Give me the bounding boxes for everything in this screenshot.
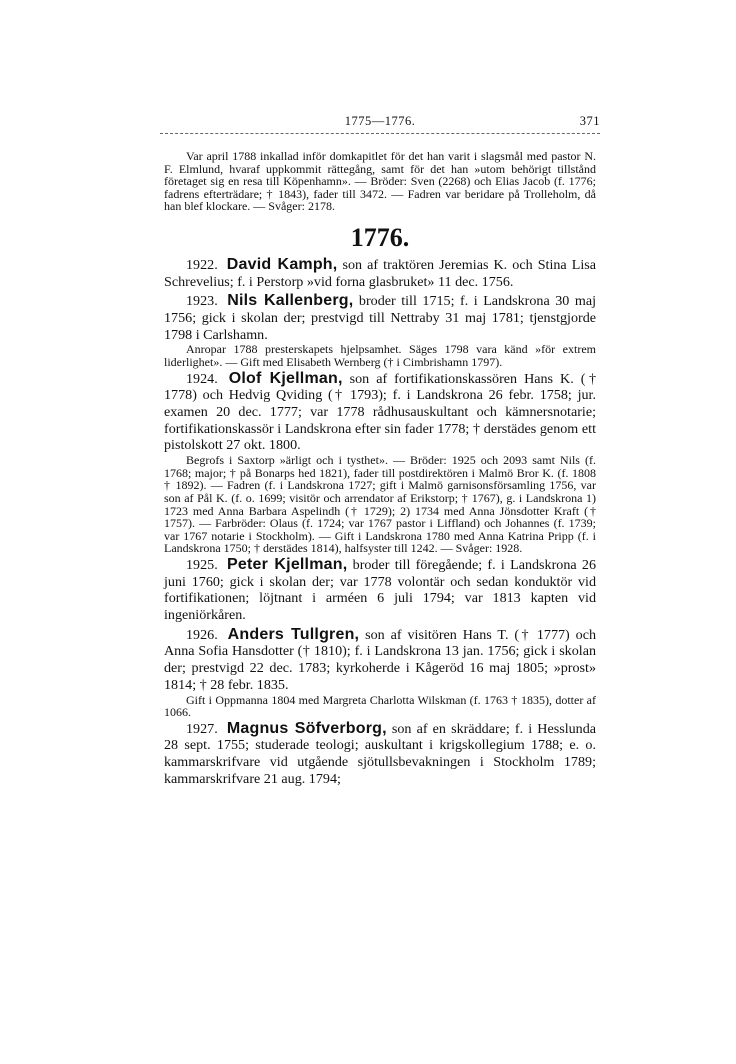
year-heading: 1776. <box>350 222 410 252</box>
entry-1923 <box>164 293 596 343</box>
entry-note: Gift i Oppmanna 1804 med Margreta Charlotta Wilskman (f. 1763 † 1835), dotter af 1066. <box>164 692 596 720</box>
entry-text: broder till föregående; f. i Landskrona 26 juni 1760; gick i skolan der; var 1778 volontär och sedan konduktör vid fortifikationen; löjtnant i arméen 6 juli 1794; var 1813 kapten vid ingeniörkåren. <box>164 556 596 624</box>
entry-1924 <box>164 371 596 455</box>
entry-name: Magnus Söfverborg, <box>226 719 387 737</box>
running-header <box>160 114 600 130</box>
entry-number: 1923. <box>186 293 218 310</box>
entry-name: Peter Kjellman, <box>227 555 348 573</box>
entry-number: 1924. <box>186 370 218 387</box>
entry-text: son af fortifikationskassören Hans K. († 1778) och Hedvig Qviding († 1793); f. i Landskrona 26 febr. 1758; jur. examen 20 dec. 1777; var 1778 rådhusauskultant och kämnersnotarie; fortifikationskassör i Landskrona efter sin fader 1778; † derstädes genom ett pistolskott 27 okt. 1800. <box>164 370 596 454</box>
entry-note: Anropar 1788 presterskapets hjelpsamhet. Säges 1798 vara känd »för extrem liderlighet». — Gift med Elisabeth Wernberg († i Cimbrishamn 1797). <box>164 342 596 370</box>
entry-name: David Kamph, <box>226 255 338 273</box>
entry-number: 1927. <box>186 720 218 737</box>
entry-1922 <box>164 257 596 290</box>
entry-text: broder till 1715; f. i Landskrona 30 maj 1756; gick i skolan der; prestvigd till Nettraby 31 maj 1781; tjenstgjorde 1798 i Carlshamn. <box>164 293 597 343</box>
entry-name: Anders Tullgren, <box>227 625 360 643</box>
entry-1927 <box>164 721 596 788</box>
header-rule <box>160 133 600 134</box>
entry-text: son af traktören Jeremias K. och Stina Lisa Schrevelius; f. i Perstorp »vid forna glasbruket» 11 dec. 1756. <box>164 256 596 290</box>
entry-name: Nils Kallenberg, <box>227 292 354 310</box>
entry-1925 <box>164 557 596 624</box>
page-number: 371 <box>579 114 600 128</box>
intro-note: Var april 1788 inkallad inför domkapitlet för det han varit i slagsmål med pastor N. F. Elmlund, hvaraf uppkommit rättegång, samt för det han »utom behörigt tillstånd företaget sig en resa till Köpenhamn». — Bröder: Sven (2268) och Elias Jacob (f. 1776; fadrens efterträdare; † 1843), fader till 3472. — Fadren var beridare på Trolleholm, då han blef klockare. — Svåger: 2178. <box>164 149 596 214</box>
page-body <box>164 150 596 788</box>
entry-text: son af en skräddare; f. i Hesslunda 28 sept. 1755; studerade teologi; auskultant i krigskollegium 1788; e. o. kammarskrifvare vid utgående sjötullsbevakningen i Stockholm 1789; kammarskrifvare 21 aug. 1794; <box>164 720 597 787</box>
entry-text: son af visitören Hans T. († 1777) och Anna Sofia Hansdotter († 1810); f. i Landskrona 13 jan. 1756; gick i skolan der; prestvigd 22 dec. 1783; kyrkoherde i Kågeröd 16 maj 1805; »prost» 1814; † 28 febr. 1835. <box>164 626 597 693</box>
entry-note: Begrofs i Saxtorp »ärligt och i tysthet». — Bröder: 1925 och 2093 samt Nils (f. 1768; major; † på Bonarps hed 1821), fader till postdirektören i Malmö Bror K. (f. 1808 † 1892). — Fadren (f. i Landskrona 1727; gift i Malmö garnisonsförsamling 1756, var son af Pål K. (f. o. 1699; visitör och arrendator af Erikstorp; † 1767), g. i Landskrona 1) 1723 med Anna Barbara Aspelindh († 1729); 2) 1734 med Anna Jönsdotter Kraft († 1757). — Farbröder: Olaus (f. 1724; var 1767 pastor i Liffland) och Johannes (f. 1739; var 1767 notarie i Stockholm). — Gift i Landskrona 1780 med Anna Katrina Pripp (f. i Landskrona 1750; † derstädes 1814), halfsyster till 1242. — Svåger: 1928. <box>164 453 596 556</box>
entry-number: 1926. <box>186 626 218 643</box>
entry-number: 1922. <box>186 256 218 273</box>
entry-1926 <box>164 627 596 694</box>
header-years: 1775—1776. <box>344 114 416 128</box>
entry-name: Olof Kjellman, <box>228 369 343 387</box>
entry-number: 1925. <box>186 556 218 573</box>
